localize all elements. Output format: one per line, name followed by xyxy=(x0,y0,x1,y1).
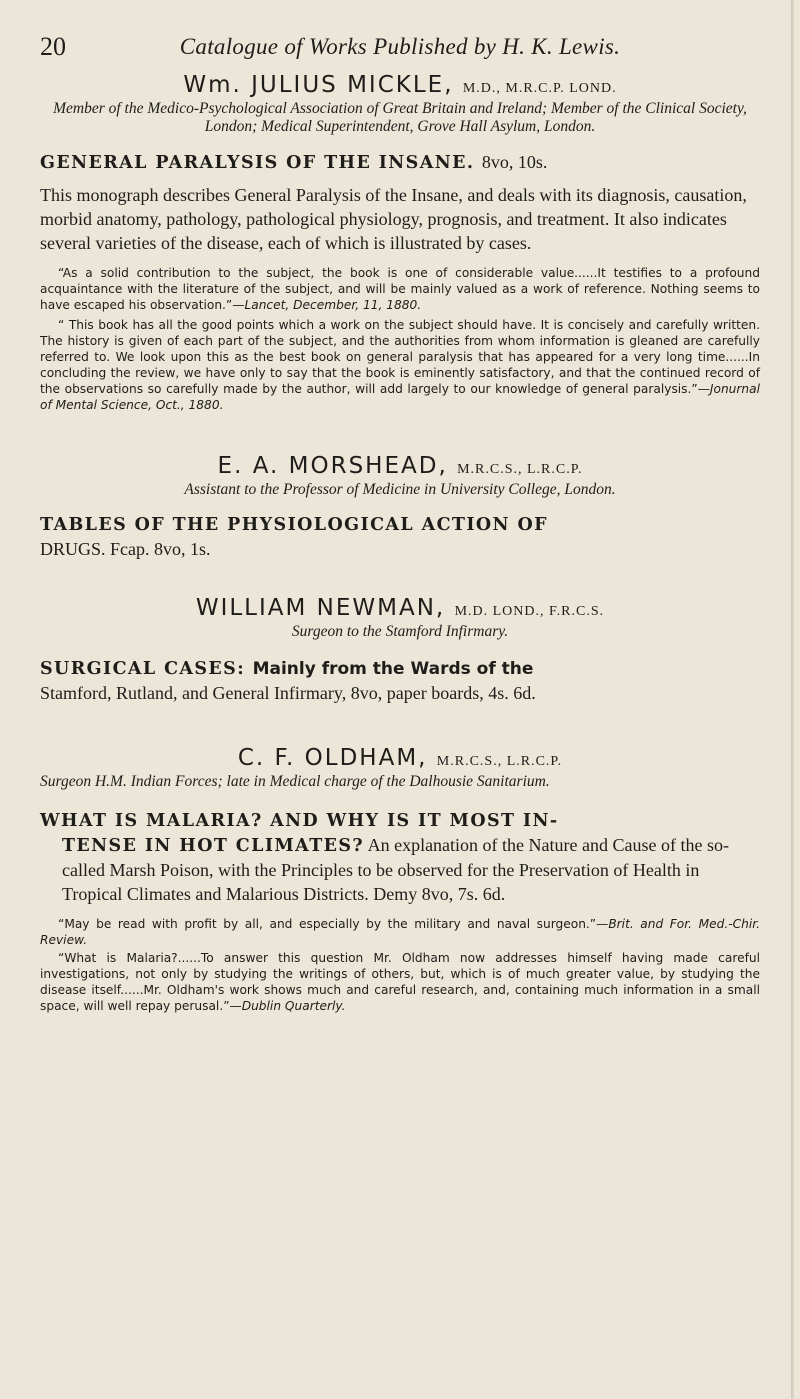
review-quote xyxy=(40,916,760,948)
author-name xyxy=(40,745,760,771)
entry-morshead xyxy=(40,453,760,561)
author-text: Wm. JULIUS MICKLE, xyxy=(183,72,454,98)
author-name xyxy=(40,595,760,621)
book-title xyxy=(40,150,760,175)
review-text: “As a solid contribution to the subject, the book is one of considerable value......It testifies to a profound acquaintance with the literature of the subject, and will be mainly valued as a work of reference. Nothing seems to have escaped his observation.”— xyxy=(40,266,760,312)
review-source: Lancet, December, 11, 1880. xyxy=(244,298,422,312)
book-title-continued: DRUGS. Fcap. 8vo, 1s. xyxy=(40,539,211,559)
review-quote xyxy=(40,317,760,413)
review-source: Brit. and For. Med.-Chir. Review. xyxy=(40,917,760,947)
book-title-text: GENERAL PARALYSIS OF THE INSANE. xyxy=(40,153,475,173)
book-price: 8vo, 10s. xyxy=(481,152,548,172)
book-description: Stamford, Rutland, and General Infirmary, 8vo, paper boards, 4s. 6d. xyxy=(40,683,536,703)
book-title-text: SURGICAL CASES: xyxy=(40,659,246,679)
author-name xyxy=(40,453,760,479)
entry-newman xyxy=(40,595,760,705)
entry-mickle xyxy=(40,72,760,413)
entry-oldham xyxy=(40,745,760,1014)
page-number: 20 xyxy=(40,32,66,61)
book-subtitle: Mainly from the Wards of the xyxy=(252,659,534,679)
author-affiliation: Assistant to the Professor of Medicine in University College, London. xyxy=(184,481,616,498)
review-text: “ This book has all the good points which a work on the subject should have. It is concisely and carefully written. The history is given of each part of the subject, and the authorities from whom information is gleaned are carefully referred to. We look upon this as the best book on general paralysis that has appeared for a very long time......In concluding the review, we have only to say that the book is eminently satisfactory, and that the continued record of the observations so carefully made by the author, will add largely to our knowledge of general paralysis.”— xyxy=(40,318,760,396)
review-text: “May be read with profit by all, and especially by the military and naval surgeon.”— xyxy=(58,917,609,931)
author-degrees: M.D. LOND., F.R.C.S. xyxy=(454,604,605,619)
running-title: Catalogue of Works Published by H. K. Lewis. xyxy=(179,34,621,59)
book-title xyxy=(40,657,760,681)
author-affiliation: Surgeon to the Stamford Infirmary. xyxy=(291,623,509,640)
running-head xyxy=(40,22,760,61)
book-description xyxy=(40,833,760,906)
review-source: Dublin Quarterly. xyxy=(241,999,346,1013)
author-degrees: M.D., M.R.C.P. LOND. xyxy=(462,81,617,96)
book-description: This monograph describes General Paralysis of the Insane, and deals with its diagnosis, causation, morbid anatomy, pathology, pathological physiology, prognosis, and treatment. It also indicates several varieties of the disease, each of which is illustrated by cases. xyxy=(40,185,747,253)
author-name xyxy=(40,72,760,98)
author-text: WILLIAM NEWMAN, xyxy=(195,595,446,621)
book-title-continued: TENSE IN HOT CLIMATES? xyxy=(62,836,365,856)
book-title: TABLES OF THE PHYSIOLOGICAL ACTION OF xyxy=(40,515,548,535)
author-text: C. F. OLDHAM, xyxy=(237,745,428,771)
author-affiliation: Surgeon H.M. Indian Forces; late in Medical charge of the Dalhousie Sanitarium. xyxy=(40,773,550,790)
author-affiliation: Member of the Medico-Psychological Association of Great Britain and Ireland; Member of the Clinical Society, London; Medical Superintendent, Grove Hall Asylum, London. xyxy=(53,100,747,135)
review-quote xyxy=(40,265,760,313)
review-source: Jonurnal of Mental Science, Oct., 1880. xyxy=(40,382,760,412)
review-text: “What is Malaria?......To answer this question Mr. Oldham now addresses himself having made careful investigations, not only by studying the writings of others, but, which is of much greater value, by studying the disease itself......Mr. Oldham's work shows much and careful research, and, containing much information in a small space, will well repay perusal.”— xyxy=(40,951,760,1013)
page-crease xyxy=(791,0,794,1399)
author-degrees: M.R.C.S., L.R.C.P. xyxy=(436,754,563,769)
book-title: WHAT IS MALARIA? AND WHY IS IT MOST IN- xyxy=(40,811,559,831)
author-degrees: M.R.C.S., L.R.C.P. xyxy=(457,462,583,477)
author-text: E. A. MORSHEAD, xyxy=(217,453,448,479)
book-description-text: An explanation of the Nature and Cause of the so-called Marsh Poison, with the Principles to be observed for the Preservation of Health in Tropical Climates and Malarious Districts. Demy 8vo, 7s. 6d. xyxy=(62,835,729,904)
review-quote xyxy=(40,950,760,1014)
